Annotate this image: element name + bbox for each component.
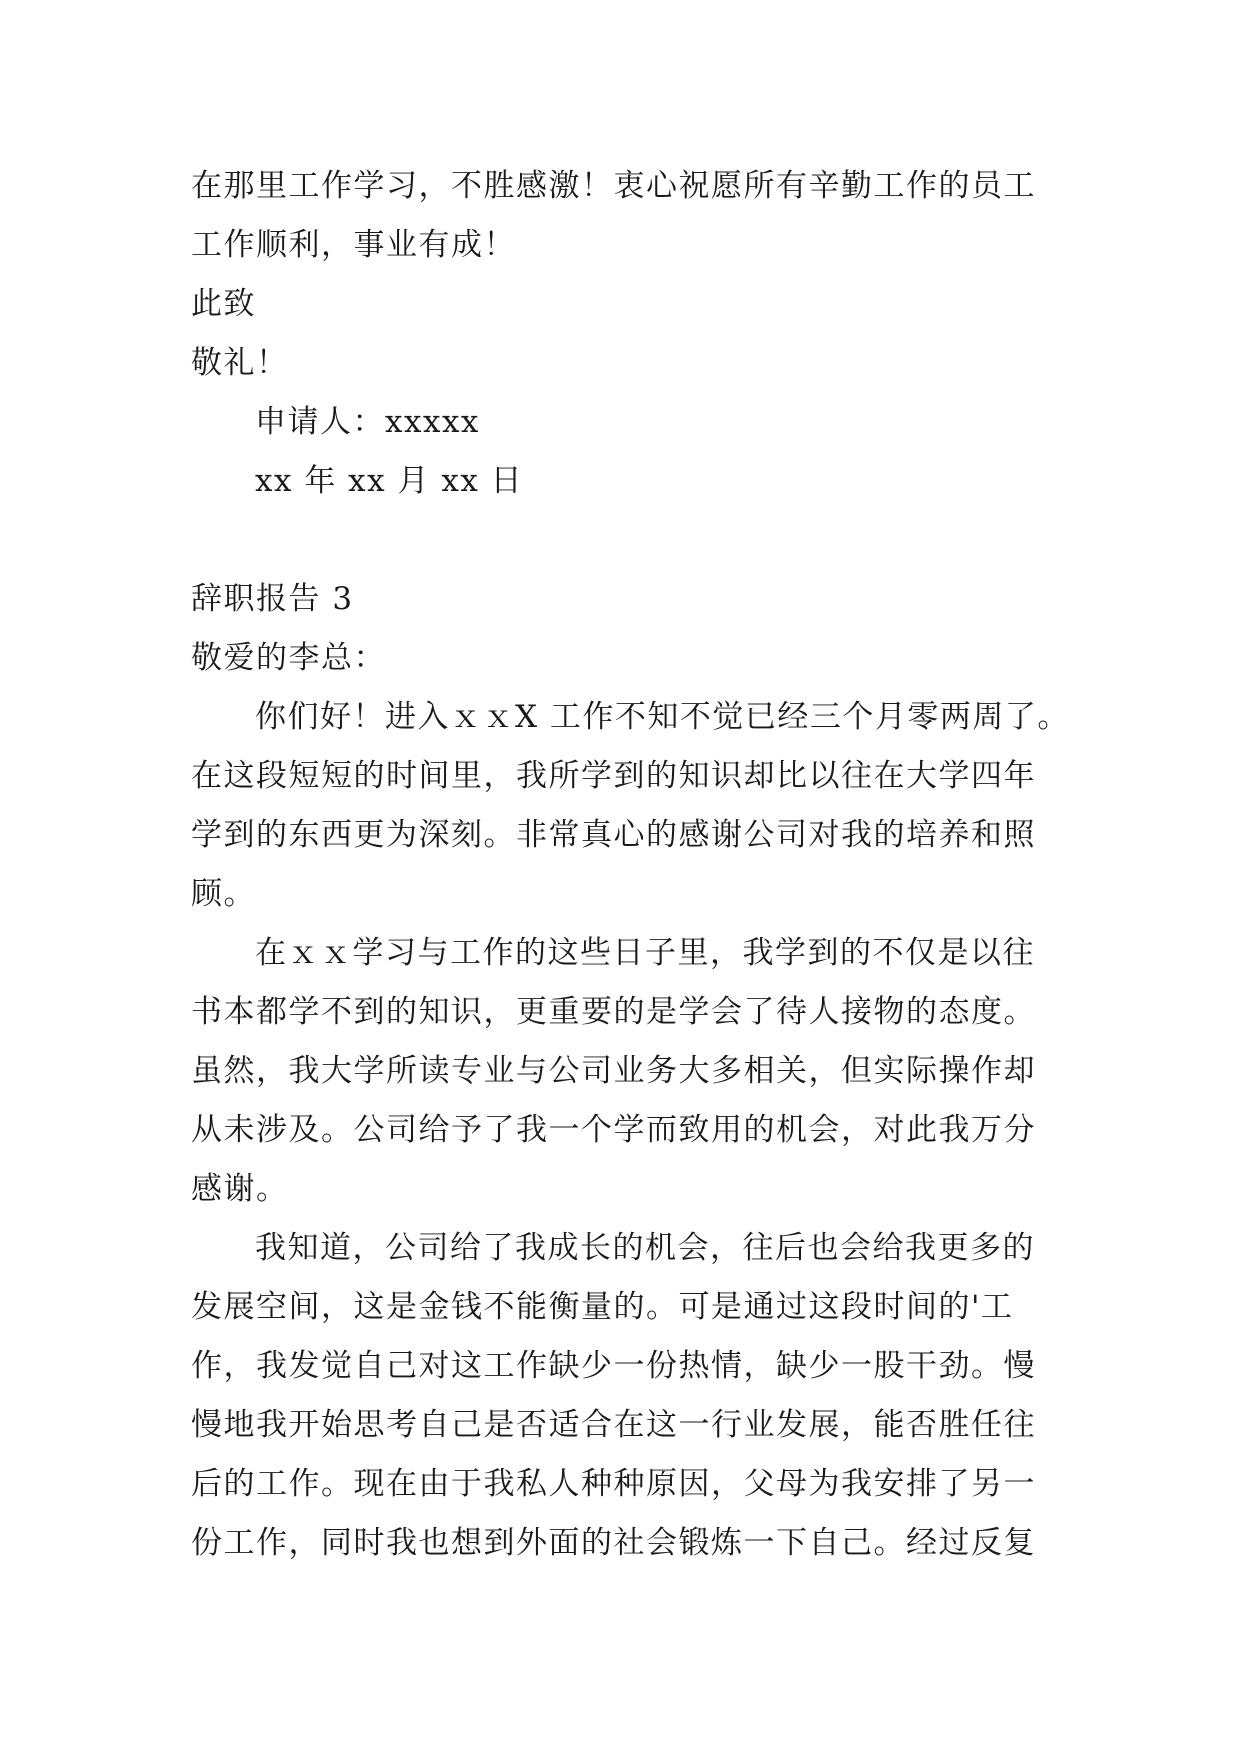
paragraph-2-line-3: 虽然，我大学所读专业与公司业务大多相关，但实际操作却 [191, 1053, 1036, 1089]
signature-date: xx 年 xx 月 xx 日 [255, 463, 524, 499]
signature-applicant: 申请人：xxxxx [255, 404, 480, 440]
paragraph-3-line-4: 慢地我开始思考自己是否适合在这一行业发展，能否胜任往 [191, 1407, 1036, 1443]
paragraph-3-line-6: 份工作，同时我也想到外面的社会锻炼一下自己。经过反复 [191, 1525, 1036, 1561]
paragraph-1-line-1: 你们好！进入ｘｘX 工作不知不觉已经三个月零两周了。 [255, 699, 1070, 735]
closing-line-1: 在那里工作学习，不胜感激！衷心祝愿所有辛勤工作的员工 [191, 168, 1036, 204]
paragraph-3-line-3: 作，我发觉自己对这工作缺少一份热情，缺少一股干劲。慢 [191, 1348, 1036, 1384]
paragraph-2-line-5: 感谢。 [191, 1171, 289, 1207]
report-greeting: 敬爱的李总： [191, 640, 386, 676]
closing-line-2: 工作顺利，事业有成！ [191, 227, 516, 263]
report-title: 辞职报告 3 [191, 581, 354, 617]
paragraph-1-line-2: 在这段短短的时间里，我所学到的知识却比以往在大学四年 [191, 758, 1036, 794]
paragraph-2-line-1: 在ｘｘ学习与工作的这些日子里，我学到的不仅是以往 [255, 935, 1035, 971]
paragraph-1-line-4: 顾。 [191, 876, 256, 912]
salutation-to: 此致 [191, 286, 256, 322]
paragraph-3-line-1: 我知道，公司给了我成长的机会，往后也会给我更多的 [255, 1230, 1035, 1266]
paragraph-2-line-2: 书本都学不到的知识，更重要的是学会了待人接物的态度。 [191, 994, 1036, 1030]
paragraph-3-line-2: 发展空间，这是金钱不能衡量的。可是通过这段时间的'工 [191, 1289, 1014, 1325]
paragraph-2-line-4: 从未涉及。公司给予了我一个学而致用的机会，对此我万分 [191, 1112, 1036, 1148]
paragraph-1-line-3: 学到的东西更为深刻。非常真心的感谢公司对我的培养和照 [191, 817, 1036, 853]
salutation-regards: 敬礼！ [191, 345, 289, 381]
paragraph-3-line-5: 后的工作。现在由于我私人种种原因，父母为我安排了另一 [191, 1466, 1036, 1502]
